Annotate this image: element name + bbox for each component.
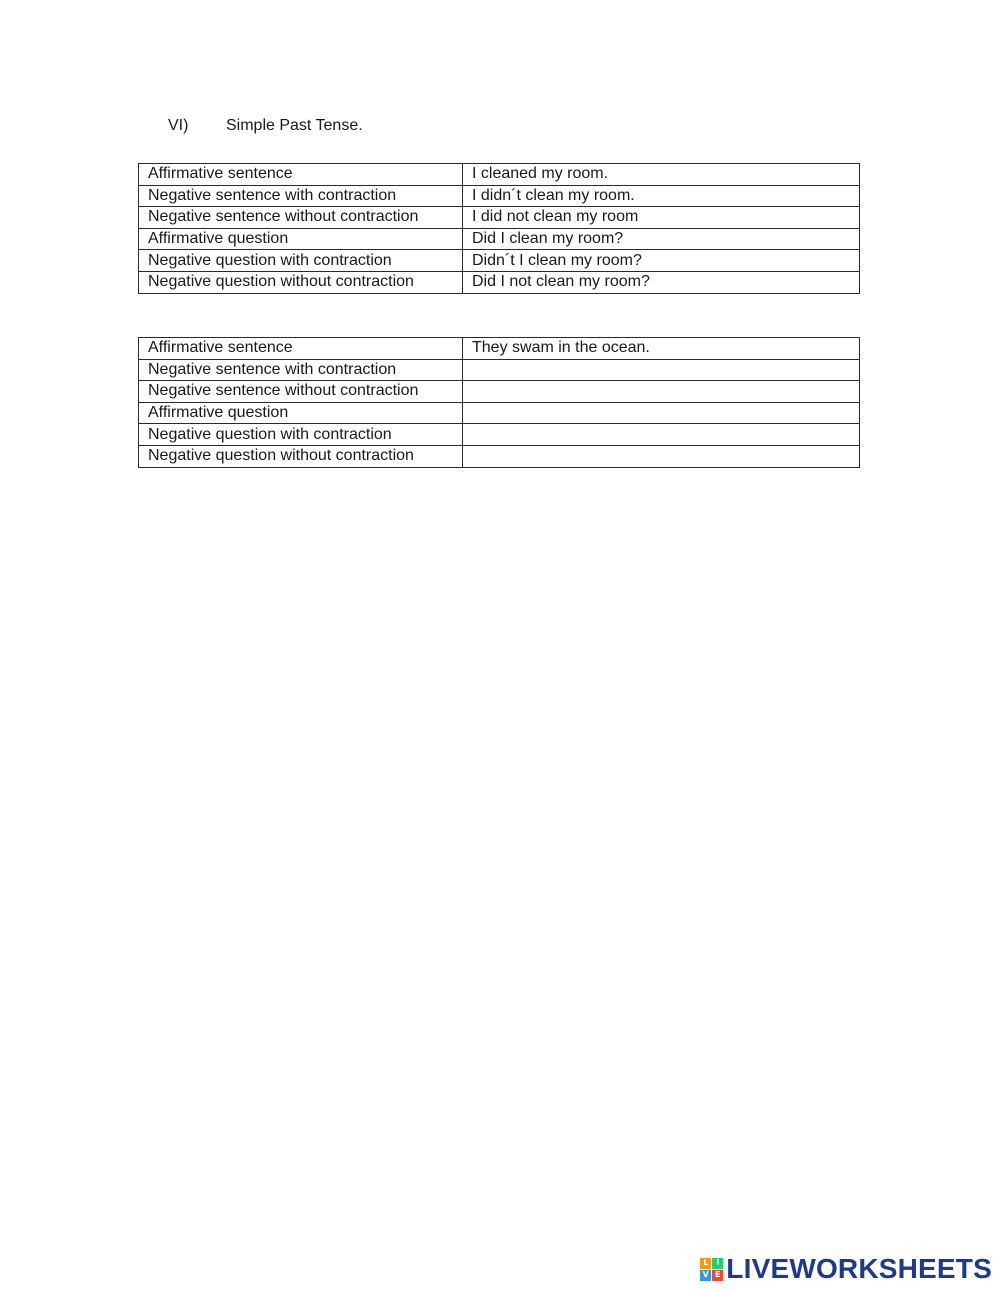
answer-field-negative-question-without-contraction[interactable] <box>472 446 859 466</box>
row-label: Affirmative sentence <box>139 164 463 186</box>
row-label: Negative sentence with contraction <box>139 185 463 207</box>
table-row <box>139 185 860 207</box>
row-label: Negative sentence without contraction <box>139 381 463 403</box>
section-heading <box>168 116 363 136</box>
table-row <box>139 207 860 229</box>
table-row <box>139 164 860 186</box>
table-row <box>139 250 860 272</box>
row-label: Affirmative question <box>139 228 463 250</box>
answer-field-negative-sentence-with-contraction[interactable] <box>472 360 859 380</box>
row-label: Negative question with contraction <box>139 250 463 272</box>
row-label: Negative question without contraction <box>139 271 463 293</box>
row-label: Negative question with contraction <box>139 424 463 446</box>
answer-cell <box>463 359 860 381</box>
answer-field-negative-sentence-without-contraction[interactable] <box>472 381 859 401</box>
row-label: Negative question without contraction <box>139 445 463 467</box>
answer-cell <box>463 445 860 467</box>
row-value: Did I clean my room? <box>463 228 860 250</box>
row-value: I cleaned my room. <box>463 164 860 186</box>
table-row <box>139 445 860 467</box>
section-number: VI) <box>168 117 189 134</box>
logo-letter: E <box>712 1270 723 1281</box>
logo-letter: I <box>712 1258 723 1269</box>
example-table <box>138 163 860 294</box>
row-label: Negative sentence without contraction <box>139 207 463 229</box>
row-value: Did I not clean my room? <box>463 271 860 293</box>
section-title: Simple Past Tense. <box>226 117 363 134</box>
table-row <box>139 424 860 446</box>
table-row <box>139 228 860 250</box>
liveworksheets-brand <box>700 1253 992 1285</box>
table-row <box>139 381 860 403</box>
brand-wordmark: LIVEWORKSHEETS <box>726 1253 992 1284</box>
table-row <box>139 271 860 293</box>
answer-field-affirmative-question[interactable] <box>472 403 859 423</box>
row-value: Didn´t I clean my room? <box>463 250 860 272</box>
liveworksheets-logo-icon <box>700 1258 723 1281</box>
logo-letter: L <box>700 1258 711 1269</box>
row-value: I didn´t clean my room. <box>463 185 860 207</box>
logo-letter: V <box>700 1270 711 1281</box>
exercise-table <box>138 337 860 468</box>
answer-field-negative-question-with-contraction[interactable] <box>472 425 859 445</box>
answer-cell <box>463 381 860 403</box>
row-label: Negative sentence with contraction <box>139 359 463 381</box>
row-label: Affirmative question <box>139 402 463 424</box>
answer-cell <box>463 424 860 446</box>
table-row <box>139 359 860 381</box>
row-value: I did not clean my room <box>463 207 860 229</box>
answer-cell <box>463 402 860 424</box>
table-row <box>139 402 860 424</box>
row-value: They swam in the ocean. <box>463 338 860 360</box>
row-label: Affirmative sentence <box>139 338 463 360</box>
table-row <box>139 338 860 360</box>
